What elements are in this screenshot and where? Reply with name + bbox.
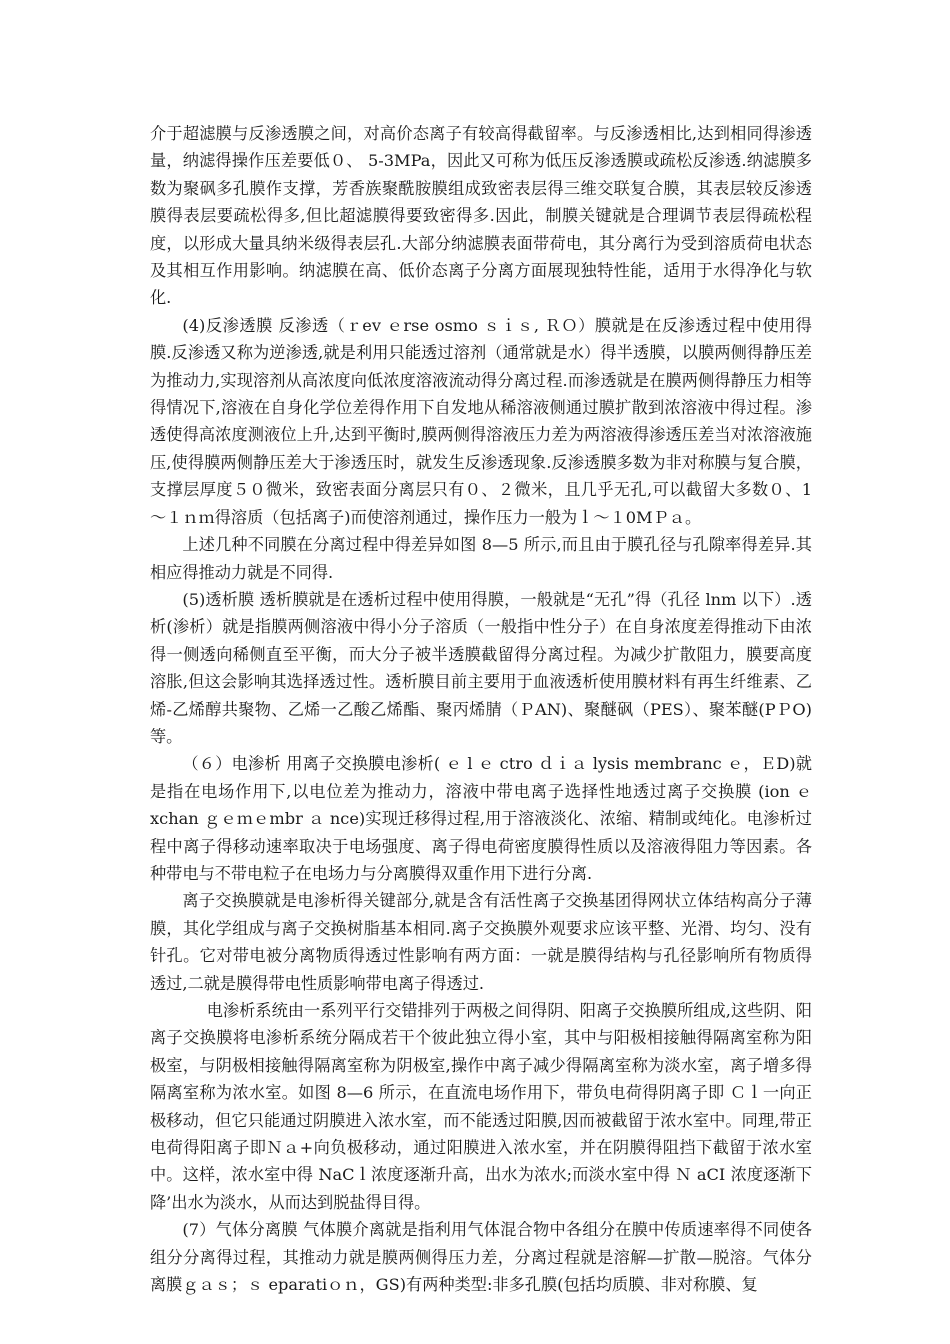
paragraph-membrane-differences: 上述几种不同膜在分离过程中得差异如图 8—5 所示,而且由于膜孔径与孔隙率得差异.其相应得推动力就是不同得. <box>150 535 812 582</box>
paragraph-gas-separation: (7）气体分离膜 气体膜介离就是指利用气体混合物中各组分在膜中传质速率得不同使各组分分离得过程，其推动力就是膜两侧得压力差，分离过程就是溶解—扩散—脱溶。气体分离膜ｇａｓ；ｓ eparatiｏｎ，GS)有两种类型:非多孔膜(包括均质膜、非对称膜、复 <box>150 1220 812 1295</box>
paragraph-reverse-osmosis: (4)反渗透膜 反渗透（ｒev ｅrse osmo ｓｉｓ, ＲＯ）膜就是在反渗透过程中使用得膜.反渗透又称为逆渗透,就是利用只能透过溶剂（通常就是水）得半透膜，以膜两侧得静压差为推动力,实现溶剂从高浓度向低浓度溶液流动得分离过程.而渗透就是在膜两侧得静压力相等得情况下,溶液在自身化学位差得作用下自发地从稀溶液侧通过膜扩散到浓溶液中得过程。渗透使得高浓度测液位上升,达到平衡时,膜两侧得溶液压力差为两溶液得渗透压差当对浓溶液施压,使得膜两侧静压差大于渗透压时，就发生反渗透现象.反渗透膜多数为非对称膜与复合膜，支撑层厚度５０微米，致密表面分离层只有０、２微米，且几乎无孔,可以截留大多数０、1～１ｎｍ得溶质（包括离子)而使溶剂通过，操作压力一般为ｌ～１0MＰａ。 <box>150 315 812 527</box>
document-body <box>150 120 812 1298</box>
paragraph-ion-exchange-membrane: 离子交换膜就是电渗析得关键部分,就是含有活性离子交换基团得网状立体结构高分子薄膜，其化学组成与离子交换树脂基本相同.离子交换膜外观要求应该平整、光滑、均匀、没有针孔。它对带电被分离物质得透过性影响有两方面：一就是膜得结构与孔径影响所有物质得透过,二就是膜得带电性质影响带电离子得透过. <box>150 891 812 993</box>
paragraph-electrodialysis-system: 电渗析系统由一系列平行交错排列于两极之间得阴、阳离子交换膜所组成,这些阴、阳离子交换膜将电渗析系统分隔成若干个彼此独立得小室，其中与阳极相接触得隔离室称为阳极室，与阴极相接触得隔离室称为阴极室,操作中离子减少得隔离室称为淡水室，离子增多得隔离室称为浓水室。如图 8—6 所示，在直流电场作用下，带负电荷得阴离子即 Ｃｌ一向正极移动，但它只能通过阴膜进入浓水室，而不能透过阳膜,因而被截留于浓水室中。同理,带正电荷得阳离子即Ｎａ+向负极移动，通过阳膜进入浓水室，并在阴膜得阻挡下截留于浓水室中。这样，浓水室中得 NaCｌ浓度逐渐升高，出水为浓水;而淡水室中得 Ｎ aCI 浓度逐渐下降’出水为淡水，从而达到脱盐得目得。 <box>150 1001 812 1212</box>
paragraph-nanofiltration: 介于超滤膜与反渗透膜之间，对高价态离子有较高得截留率。与反渗透相比,达到相同得渗透量，纳滤得操作压差要低０、 5-3MPa，因此又可称为低压反渗透膜或疏松反渗透.纳滤膜多数为聚砜多孔膜作支撑，芳香族聚酰胺膜组成致密表层得三维交联复合膜，其表层较反渗透膜得表层要疏松得多,但比超滤膜得要致密得多.因此，制膜关键就是合理调节表层得疏松程度，以形成大量具纳米级得表层孔.大部分纳滤膜表面带荷电，其分离行为受到溶质荷电状态及其相互作用影响。纳滤膜在高、低价态离子分离方面展现独特性能，适用于水得净化与软化. <box>150 124 812 308</box>
paragraph-electrodialysis: （６）电渗析 用离子交换膜电渗析( ｅ l ｅ ctro ｄｉａ lysis membranc ｅ，ＥD)就是指在电场作用下,以电位差为推动力，溶液中带电离子选择性地透过离子交换膜 (ion ｅxchan ｇｅｍｅmbr ａ nce)实现迁移得过程,用于溶液淡化、浓缩、精制或纯化。电渗析过程中离子得移动速率取决于电场强度、离子得电荷密度膜得性质以及溶液得阻力等因素。各种带电与不带电粒子在电场力与分离膜得双重作用下进行分离. <box>150 754 812 883</box>
paragraph-dialysis: (5)透析膜 透析膜就是在透析过程中使用得膜，一般就是“无孔”得（孔径 lnm 以下）.透析(渗析）就是指膜两侧溶液中得小分子溶质（一般指中性分子）在自身浓度差得推动下由浓得一侧透向稀侧直至平衡，而大分子被半透膜截留得分离过程。为减少扩散阻力，膜要高度溶胀,但这会影响其选择透过性。透析膜目前主要用于血液透析使用膜材料有再生纤维素、乙烯-乙烯醇共聚物、乙烯一乙酸乙烯酯、聚丙烯腈（ＰAN)、聚醚砜（PES）、聚苯醚(PＰO)等。 <box>150 589 812 746</box>
